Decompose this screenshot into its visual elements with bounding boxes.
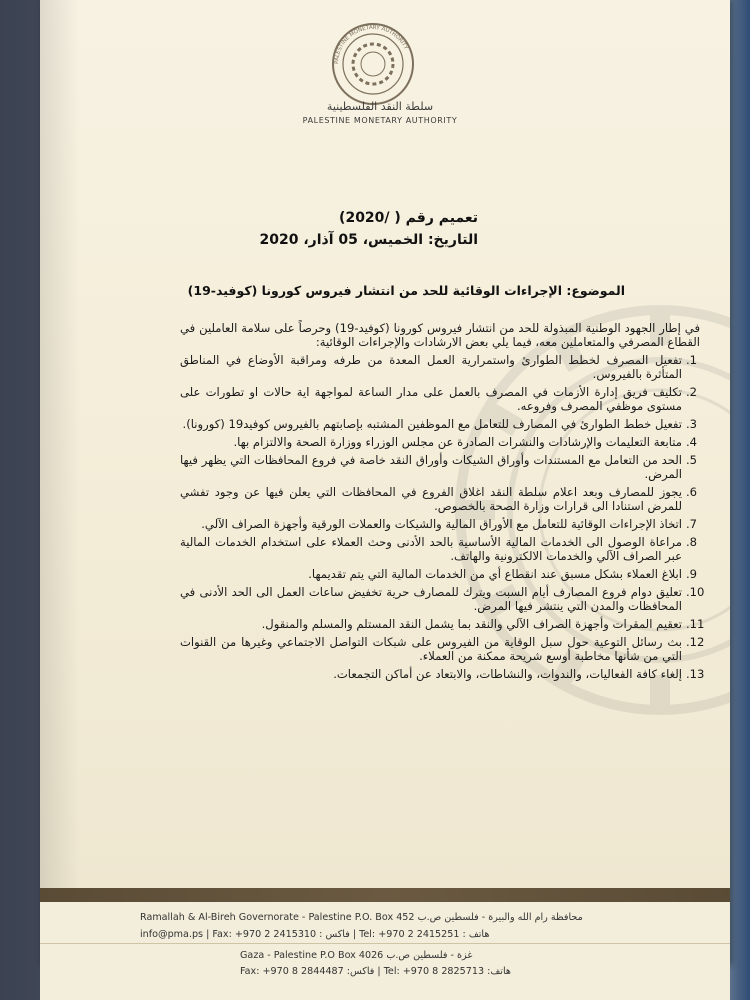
list-item-number: .6 [686, 485, 698, 499]
footer-decorative-band [40, 888, 730, 902]
list-item-text: مراعاة الوصول الى الخدمات المالية الأساسية بالحد الأدنى وحث العملاء على استخدام الخدمات المالية عبر الصراف الآلي والخدمات الالكترونية والهاتف. [180, 535, 682, 563]
list-item-number: .2 [686, 385, 698, 399]
circular-number: تعميم رقم ( /2020) [339, 210, 478, 226]
list-item-number: .10 [686, 585, 705, 599]
list-item [180, 567, 700, 581]
list-item [180, 385, 700, 413]
subject-line: الموضوع: الإجراءات الوقائية للحد من انتشار فيروس كورونا (كوفيد-19) [187, 283, 625, 298]
footer-ramallah-address: Ramallah & Al-Bireh Governorate - Palestine P.O. Box 452 محافظة رام الله والبيرة - فلسطين ص.ب [140, 912, 583, 923]
list-item-text: تفعيل خطط الطوارئ في المصارف للتعامل مع الموظفين المشتبه بإصابتهم بالفيروس كوفيد19 (كورونا). [182, 417, 682, 431]
list-item [180, 535, 700, 563]
list-item-text: تفعيل المصرف لخطط الطوارئ واستمرارية العمل المعدة من طرفه ومراقبة الأوضاع في المناطق المتأثرة بالفيروس. [180, 353, 682, 381]
list-item [180, 435, 700, 449]
list-item-text: يجوز للمصارف وبعد اعلام سلطة النقد اغلاق الفروع في المحافظات التي يعلن فيها عن وجود تفشي للمرض استنادا الى قرارات وزارة الصحة بالخصوص. [180, 485, 682, 513]
list-item-text: بث رسائل التوعية حول سبل الوقاية من الفيروس على شبكات التواصل الاجتماعي وغيرها من القنوات التي من شأنها مخاطبة أوسع شريحة ممكنة من العملاء. [180, 635, 682, 663]
list-item-number: .9 [686, 567, 698, 581]
list-item [180, 635, 705, 663]
footer-gaza-contacts: Fax: +970 8 2844487 :فاكس | Tel: +970 8 2825713 :هاتف [240, 966, 511, 977]
list-item-number: .8 [686, 535, 698, 549]
list-item-text: تعقيم المقرات وأجهزة الصراف الآلي والنقد بما يشمل النقد المستلم والمسلم والمنقول. [261, 617, 682, 631]
list-item-text: الحد من التعامل مع المستندات وأوراق الشيكات وأوراق النقد خاصة في فروع المحافظات التي يظهر فيها المرض. [180, 453, 682, 481]
intro-paragraph: في إطار الجهود الوطنية المبذولة للحد من انتشار فيروس كورونا (كوفيد-19) وحرصاً على سلامة العاملين في القطاع المصرفي والمتعاملين معه، فيما يلي بعض الارشادات والإجراءات الوقائية: [180, 321, 700, 349]
list-item-number: .12 [686, 635, 705, 649]
list-item-number: .5 [686, 453, 698, 467]
list-item [180, 617, 705, 631]
footer-divider [40, 943, 730, 944]
footer-ramallah-contacts: info@pma.ps | Fax: +970 2 2415310 : فاكس | Tel: +970 2 2415251 : هاتف [140, 929, 490, 940]
seal-ring-text: PALESTINE MONETARY AUTHORITY [333, 24, 409, 65]
list-item-text: ابلاغ العملاء بشكل مسبق عند انقطاع أي من الخدمات المالية التي يتم تقديمها. [308, 567, 682, 581]
list-item [180, 417, 700, 431]
list-item-text: تعليق دوام فروع المصارف أيام السبت ويترك للمصارف حرية تخفيض ساعات العمل الى الحد الأدنى في المحافظات والمدن التي ينتشر فيها المرض. [180, 585, 682, 613]
list-item-text: متابعة التعليمات والإرشادات والنشرات الصادرة عن مجلس الوزراء ووزارة الصحة والالتزام بها. [233, 435, 682, 449]
list-item-number: .3 [686, 417, 698, 431]
list-item [180, 667, 705, 681]
list-item-number: .7 [686, 517, 698, 531]
document-page [40, 0, 730, 965]
list-item [180, 353, 700, 381]
pma-seal-logo-icon [318, 22, 428, 107]
list-item-number: .13 [686, 667, 705, 681]
list-item-text: إلغاء كافة الفعاليات، والندوات، والنشاطات، والابتعاد عن أماكن التجمعات. [333, 667, 682, 681]
list-item [180, 485, 700, 513]
circular-date: التاريخ: الخميس، 05 آذار، 2020 [259, 232, 478, 248]
list-item-number: .11 [686, 617, 705, 631]
letterhead-name-arabic: سلطة النقد الفلسطينية [326, 100, 434, 113]
footer-gaza-address: Gaza - Palestine P.O Box 4026 غزة - فلسطين ص.ب [240, 950, 473, 961]
letterhead-name-english: PALESTINE MONETARY AUTHORITY [302, 116, 458, 125]
list-item-text: تكليف فريق إدارة الأزمات في المصرف بالعمل على مدار الساعة لمواجهة اية حالات او تطورات على مستوى موظفي المصرف وفروعه. [180, 385, 682, 413]
list-item [180, 585, 705, 613]
list-item [180, 453, 700, 481]
measures-list [180, 353, 705, 681]
list-item-number: .1 [686, 353, 698, 367]
letter-body [180, 321, 705, 685]
list-item-number: .4 [686, 435, 698, 449]
list-item [180, 517, 700, 531]
letterhead-footer [40, 902, 730, 1000]
list-item-text: اتخاذ الإجراءات الوقائية للتعامل مع الأوراق المالية والشيكات والعملات الورقية وأجهزة الصراف الآلي. [201, 517, 682, 531]
